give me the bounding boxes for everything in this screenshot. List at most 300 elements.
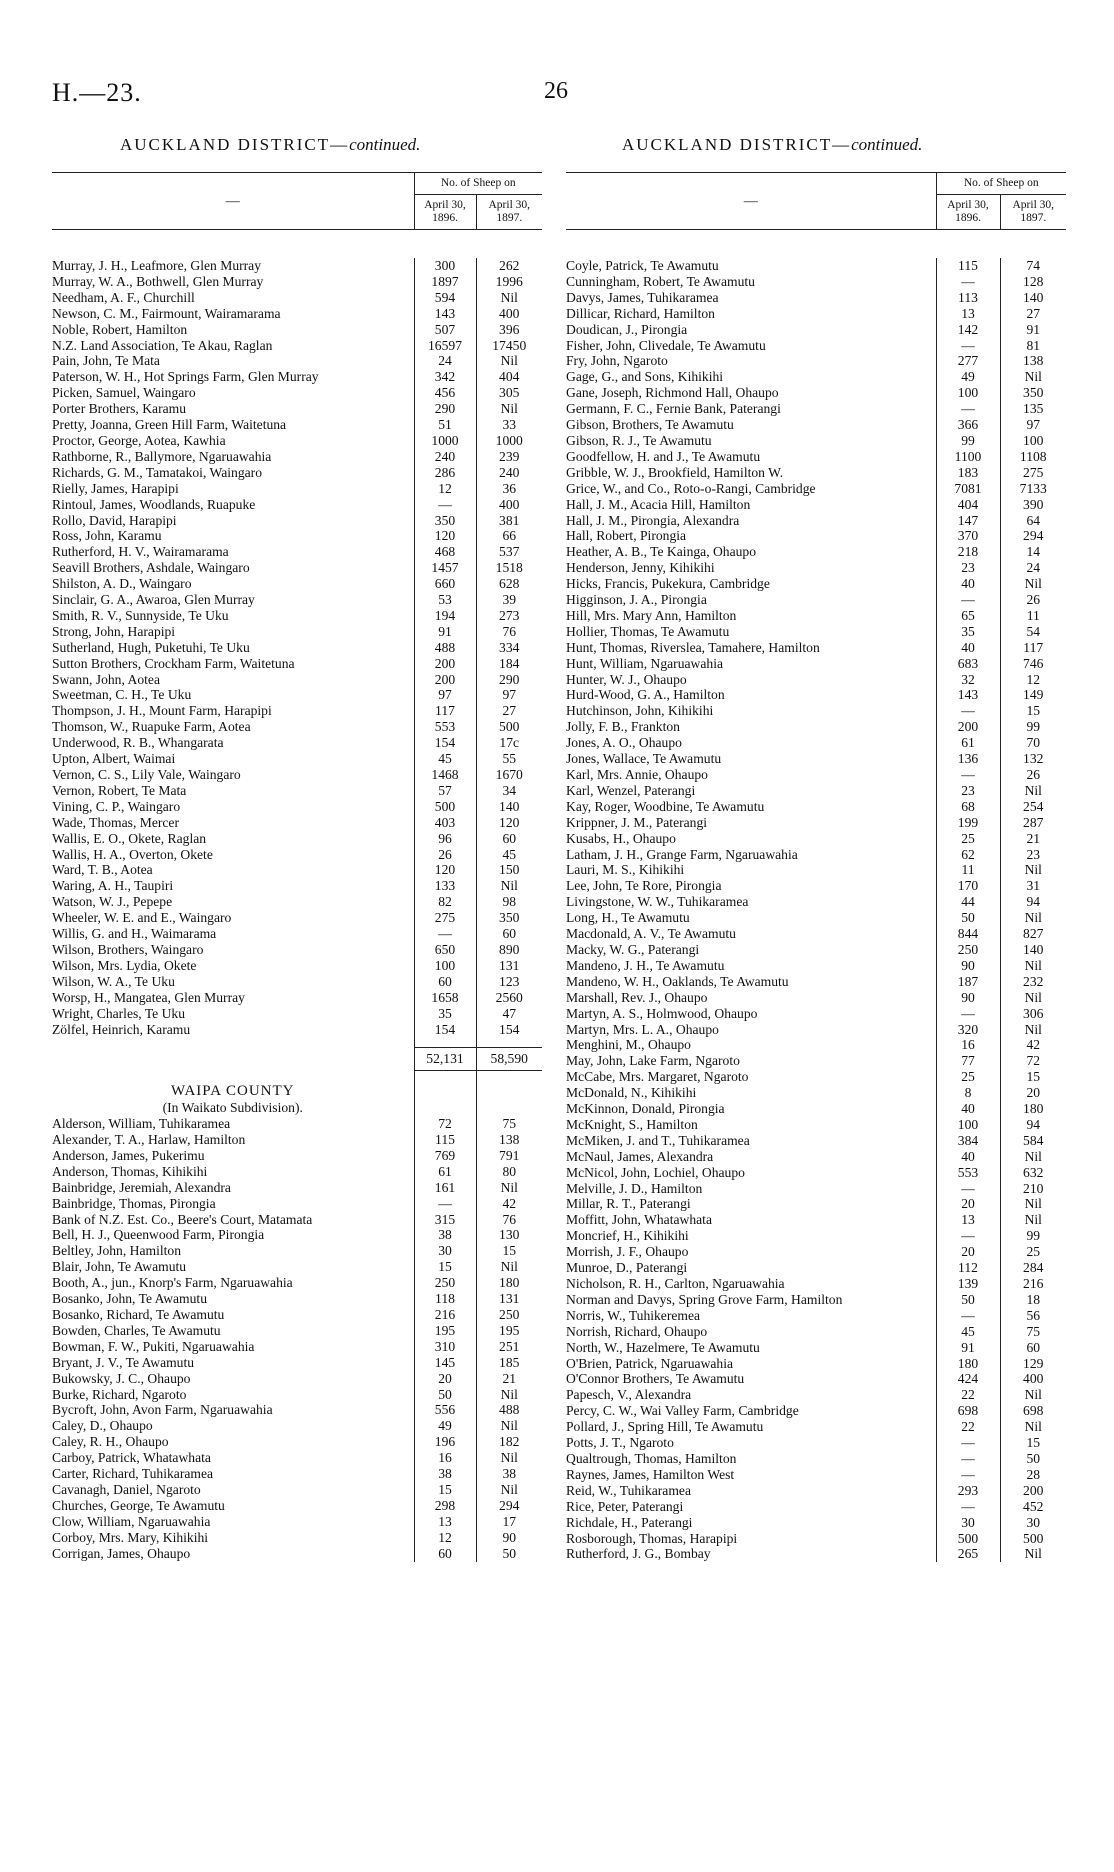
owner-name: Carter, Richard, Tuhikaramea <box>52 1466 214 1482</box>
sheep-1896: 1000 <box>414 433 476 449</box>
owner-name: Newson, C. M., Fairmount, Wairamarama <box>52 305 281 321</box>
owner-name: Reid, W., Tuhikaramea <box>566 1482 691 1498</box>
owner-name: Bainbridge, Jeremiah, Alexandra <box>52 1179 231 1195</box>
table-row <box>566 894 1066 910</box>
owner-name: Rollo, David, Harapipi <box>52 512 177 528</box>
section-subtitle: (In Waikato Subdivision). <box>162 1100 303 1116</box>
owner-name: Potts, J. T., Ngaroto <box>566 1435 674 1451</box>
sheep-1897: 128 <box>1000 274 1066 290</box>
sheep-1896: 40 <box>936 576 1000 592</box>
owner-name: Ross, John, Karamu <box>52 528 162 544</box>
sheep-1896: 120 <box>414 862 476 878</box>
sheep-1897: 210 <box>1000 1181 1066 1197</box>
sheep-1897: 21 <box>476 1371 542 1387</box>
table-row <box>566 1260 1066 1276</box>
table-row <box>566 1419 1066 1435</box>
sheep-1896: 90 <box>936 990 1000 1006</box>
sheep-1896: 50 <box>936 910 1000 926</box>
table-row <box>52 1275 542 1291</box>
table-row <box>52 1196 542 1212</box>
sheep-1897: 350 <box>476 910 542 926</box>
sheep-1896: 286 <box>414 465 476 481</box>
owner-name: Moffitt, John, Whatawhata <box>566 1212 712 1228</box>
owner-name: Millar, R. T., Paterangi <box>566 1196 691 1212</box>
sheep-1897: 138 <box>1000 353 1066 369</box>
sheep-1896: 139 <box>936 1276 1000 1292</box>
table-row <box>52 353 542 369</box>
sheep-1896: 500 <box>936 1531 1000 1547</box>
table-row <box>52 735 542 751</box>
sheep-1897: 404 <box>476 369 542 385</box>
owner-name: Hunt, William, Ngaruawahia <box>566 655 723 671</box>
sheep-1896: — <box>936 1451 1000 1467</box>
sheep-1897: 287 <box>1000 815 1066 831</box>
owner-name: Rosborough, Thomas, Harapipi <box>566 1530 738 1546</box>
table-row <box>566 497 1066 513</box>
owner-name: Waring, A. H., Taupiri <box>52 878 174 894</box>
owner-name: Caley, D., Ohaupo <box>52 1418 153 1434</box>
table-row <box>52 465 542 481</box>
table-row <box>52 624 542 640</box>
sheep-1896: 35 <box>936 624 1000 640</box>
owner-name: Martyn, A. S., Holmwood, Ohaupo <box>566 1005 758 1021</box>
table-row <box>566 576 1066 592</box>
sheep-1896: 310 <box>414 1339 476 1355</box>
owner-name: Gibson, R. J., Te Awamutu <box>566 432 712 448</box>
sheep-1897: 66 <box>476 528 542 544</box>
table-row <box>52 608 542 624</box>
sheep-1897: 38 <box>476 1466 542 1482</box>
sheep-1896: 133 <box>414 878 476 894</box>
sheep-1897: 195 <box>476 1323 542 1339</box>
owner-name: Percy, C. W., Wai Valley Farm, Cambridge <box>566 1403 799 1419</box>
sheep-1897: 239 <box>476 449 542 465</box>
sheep-1896: 40 <box>936 1149 1000 1165</box>
owner-name: Doudican, J., Pirongia <box>566 321 688 337</box>
sheep-1897: 26 <box>1000 592 1066 608</box>
sheep-1897: 791 <box>476 1148 542 1164</box>
table-row <box>566 1212 1066 1228</box>
owner-name: Norris, W., Tuhikeremea <box>566 1307 701 1323</box>
sheep-1897: Nil <box>1000 1022 1066 1038</box>
owner-name: Caley, R. H., Ohaupo <box>52 1434 169 1450</box>
sheep-1897: Nil <box>476 353 542 369</box>
owner-name: Hill, Mrs. Mary Ann, Hamilton <box>566 607 737 623</box>
table-row <box>566 624 1066 640</box>
owner-name: McMiken, J. and T., Tuhikaramea <box>566 1132 750 1148</box>
sheep-1896: 97 <box>414 687 476 703</box>
sheep-1896: 38 <box>414 1227 476 1243</box>
sheep-1897: Nil <box>476 878 542 894</box>
sheep-1896: 404 <box>936 497 1000 513</box>
sheep-1896: 16 <box>414 1450 476 1466</box>
sheep-1896: — <box>936 338 1000 354</box>
owner-name: Murray, J. H., Leafmore, Glen Murray <box>52 258 261 273</box>
owner-name: Moncrief, H., Kihikihi <box>566 1228 689 1244</box>
sheep-1896: 698 <box>936 1403 1000 1419</box>
sheep-1897: Nil <box>1000 1419 1066 1435</box>
sheep-1896: 683 <box>936 656 1000 672</box>
owner-name: Hall, J. M., Acacia Hill, Hamilton <box>566 496 751 512</box>
owner-name: Grice, W., and Co., Roto-o-Rangi, Cambridge <box>566 480 816 496</box>
table-row <box>566 528 1066 544</box>
sheep-1897: 12 <box>1000 672 1066 688</box>
right-column <box>566 172 1066 1562</box>
owner-name: Gibson, Brothers, Te Awamutu <box>566 417 734 433</box>
table-row <box>52 847 542 863</box>
sheep-1896: 115 <box>936 258 1000 274</box>
sheep-1897: 275 <box>1000 465 1066 481</box>
sheep-1896: 12 <box>414 1530 476 1546</box>
table-row <box>52 433 542 449</box>
sheep-1896: 240 <box>414 449 476 465</box>
sheep-1897: 140 <box>476 799 542 815</box>
sheep-1897: 94 <box>1000 894 1066 910</box>
sheep-1897: 74 <box>1000 258 1066 274</box>
table-row <box>566 799 1066 815</box>
sheep-1896: 40 <box>936 1101 1000 1117</box>
owner-name: Rice, Peter, Paterangi <box>566 1498 684 1514</box>
sheep-1896: 350 <box>414 513 476 529</box>
table-row <box>52 497 542 513</box>
sheep-1897: 60 <box>1000 1340 1066 1356</box>
sheep-1896: 96 <box>414 831 476 847</box>
owner-name: Bycroft, John, Avon Farm, Ngaruawahia <box>52 1402 273 1418</box>
owner-name: May, John, Lake Farm, Ngaroto <box>566 1053 740 1069</box>
right-head-1897: April 30, 1897. <box>1012 199 1055 224</box>
sheep-1897: 250 <box>476 1307 542 1323</box>
sheep-1897: 7133 <box>1000 481 1066 497</box>
table-row <box>566 687 1066 703</box>
sheep-1896: 26 <box>414 847 476 863</box>
sheep-1896: 1658 <box>414 990 476 1006</box>
sheep-1897: 273 <box>476 608 542 624</box>
sheep-1896: 57 <box>414 783 476 799</box>
sheep-1896: 488 <box>414 640 476 656</box>
table-row <box>566 862 1066 878</box>
spacer-row <box>52 1037 542 1047</box>
sheep-1897: 81 <box>1000 338 1066 354</box>
sheep-1897: 500 <box>1000 1531 1066 1547</box>
sheep-1897: 827 <box>1000 926 1066 942</box>
sheep-1897: 232 <box>1000 974 1066 990</box>
sheep-1896: 218 <box>936 544 1000 560</box>
owner-name: Sinclair, G. A., Awaroa, Glen Murray <box>52 592 255 608</box>
sheep-1897: 262 <box>476 258 542 274</box>
sheep-1896: 183 <box>936 465 1000 481</box>
table-row <box>52 910 542 926</box>
owner-name: O'Connor Brothers, Te Awamutu <box>566 1371 745 1387</box>
table-row <box>52 1116 542 1132</box>
owner-name: Papesch, V., Alexandra <box>566 1387 692 1403</box>
owner-name: Wright, Charles, Te Uku <box>52 1005 186 1021</box>
sheep-1896: 500 <box>414 799 476 815</box>
owner-name: Kay, Roger, Woodbine, Te Awamutu <box>566 798 765 814</box>
table-row <box>566 417 1066 433</box>
sheep-1896: 154 <box>414 735 476 751</box>
owner-name: Smith, R. V., Sunnyside, Te Uku <box>52 607 229 623</box>
owner-name: Munroe, D., Paterangi <box>566 1260 688 1276</box>
table-row <box>52 449 542 465</box>
table-row <box>566 1244 1066 1260</box>
left-head-group: No. of Sheep on <box>414 173 542 195</box>
table-row <box>52 1434 542 1450</box>
table-row <box>566 1037 1066 1053</box>
sheep-1897: Nil <box>1000 1546 1066 1562</box>
table-row <box>566 1117 1066 1133</box>
sheep-1897: 150 <box>476 862 542 878</box>
right-table <box>566 172 1066 1562</box>
owner-name: Latham, J. H., Grange Farm, Ngaruawahia <box>566 846 798 862</box>
owner-name: Corboy, Mrs. Mary, Kihikihi <box>52 1529 209 1545</box>
owner-name: Karl, Mrs. Annie, Ohaupo <box>566 767 708 782</box>
sheep-1896: — <box>936 1181 1000 1197</box>
sheep-1897: 140 <box>1000 942 1066 958</box>
owner-name: Bukowsky, J. C., Ohaupo <box>52 1370 191 1386</box>
table-row <box>566 1515 1066 1531</box>
owner-name: Bank of N.Z. Est. Co., Beere's Court, Matamata <box>52 1211 313 1227</box>
owner-name: Paterson, W. H., Hot Springs Farm, Glen Murray <box>52 369 319 385</box>
owner-name: Hall, J. M., Pirongia, Alexandra <box>566 512 740 528</box>
sheep-1897: 400 <box>1000 1371 1066 1387</box>
table-row <box>52 576 542 592</box>
sheep-1896: 100 <box>414 958 476 974</box>
table-row <box>566 1531 1066 1547</box>
sheep-1896: 60 <box>414 974 476 990</box>
table-row <box>566 1196 1066 1212</box>
table-row <box>566 1149 1066 1165</box>
owner-name: Bowden, Charles, Te Awamutu <box>52 1322 221 1338</box>
table-row <box>52 1291 542 1307</box>
sheep-1896: 250 <box>936 942 1000 958</box>
table-row <box>566 306 1066 322</box>
sheep-1897: 47 <box>476 1006 542 1022</box>
table-row <box>52 672 542 688</box>
owner-name: Carboy, Patrick, Whatawhata <box>52 1450 211 1466</box>
sheep-1896: 384 <box>936 1133 1000 1149</box>
page-number: 26 <box>544 78 568 104</box>
owner-name: Zölfel, Heinrich, Karamu <box>52 1021 191 1037</box>
table-row <box>52 656 542 672</box>
sheep-1896: 82 <box>414 894 476 910</box>
table-row <box>566 1340 1066 1356</box>
sheep-1896: 50 <box>414 1387 476 1403</box>
sheep-1896: 293 <box>936 1483 1000 1499</box>
sheep-1896: 45 <box>936 1324 1000 1340</box>
sheep-1897: 746 <box>1000 656 1066 672</box>
right-heading-main: AUCKLAND DISTRICT— <box>622 135 852 154</box>
table-row <box>52 322 542 338</box>
sheep-1897: 17450 <box>476 338 542 354</box>
owner-name: Seavill Brothers, Ashdale, Waingaro <box>52 560 250 576</box>
owner-name: Fry, John, Ngaroto <box>566 353 668 369</box>
table-row <box>566 322 1066 338</box>
owner-name: Noble, Robert, Hamilton <box>52 321 188 337</box>
table-row <box>566 926 1066 942</box>
table-row <box>566 1133 1066 1149</box>
sheep-1896: 200 <box>936 719 1000 735</box>
section-title: WAIPA COUNTY <box>170 1084 295 1100</box>
owner-name: Hutchinson, John, Kihikihi <box>566 703 714 719</box>
sheep-1897: Nil <box>1000 862 1066 878</box>
sheep-1896: 1468 <box>414 767 476 783</box>
sheep-1896: 315 <box>414 1212 476 1228</box>
sheep-1896: 23 <box>936 783 1000 799</box>
sheep-1896: 24 <box>414 353 476 369</box>
owner-name: Wheeler, W. E. and E., Waingaro <box>52 910 232 926</box>
sheep-1897: 1996 <box>476 274 542 290</box>
right-table-body <box>566 258 1066 1562</box>
owner-name: Underwood, R. B., Whangarata <box>52 735 224 751</box>
table-row <box>566 1499 1066 1515</box>
sheep-1897: 15 <box>1000 703 1066 719</box>
table-row <box>566 831 1066 847</box>
table-row <box>566 1435 1066 1451</box>
table-row <box>52 687 542 703</box>
table-row <box>566 274 1066 290</box>
table-row <box>52 862 542 878</box>
sheep-1897: 488 <box>476 1402 542 1418</box>
sheep-1897: 154 <box>476 1022 542 1038</box>
table-row <box>566 1356 1066 1372</box>
owner-name: McDonald, N., Kihikihi <box>566 1085 697 1101</box>
table-row <box>52 1514 542 1530</box>
owner-name: Upton, Albert, Waimai <box>52 751 176 767</box>
sheep-1897: 80 <box>476 1164 542 1180</box>
sheep-1897: 20 <box>1000 1085 1066 1101</box>
sheep-1897: 36 <box>476 481 542 497</box>
owner-name: Bainbridge, Thomas, Pirongia <box>52 1195 216 1211</box>
sheep-1897: 17c <box>476 735 542 751</box>
owner-name: Jones, A. O., Ohaupo <box>566 735 682 751</box>
sheep-1897: 130 <box>476 1227 542 1243</box>
owner-name: Hall, Robert, Pirongia <box>566 528 687 544</box>
owner-name: Anderson, Thomas, Kihikihi <box>52 1163 208 1179</box>
sheep-1896: 199 <box>936 815 1000 831</box>
table-row <box>566 656 1066 672</box>
sheep-1897: Nil <box>476 1180 542 1196</box>
owner-name: Kusabs, H., Ohaupo <box>566 830 676 846</box>
sheep-1897: 50 <box>476 1546 542 1562</box>
owner-name: Blair, John, Te Awamutu <box>52 1259 187 1275</box>
sheep-1896: 65 <box>936 608 1000 624</box>
sheep-1897: 284 <box>1000 1260 1066 1276</box>
sheep-1896: 77 <box>936 1053 1000 1069</box>
section-subtitle-row <box>52 1100 542 1116</box>
table-row <box>52 1466 542 1482</box>
sheep-1897: 254 <box>1000 799 1066 815</box>
left-table-body <box>52 258 542 1562</box>
sheep-1896: 553 <box>414 719 476 735</box>
sheep-1896: 25 <box>936 831 1000 847</box>
table-row <box>52 1227 542 1243</box>
total-1896: 52,131 <box>414 1047 476 1070</box>
owner-name: Picken, Samuel, Waingaro <box>52 385 196 401</box>
table-row <box>566 290 1066 306</box>
table-row <box>52 258 542 274</box>
owner-name: N.Z. Land Association, Te Akau, Raglan <box>52 337 273 353</box>
spacer-row <box>52 1070 542 1084</box>
sheep-1896: 456 <box>414 385 476 401</box>
sheep-1897: Nil <box>476 1259 542 1275</box>
sheep-1896: 844 <box>936 926 1000 942</box>
table-row <box>52 1132 542 1148</box>
sheep-1897: 26 <box>1000 767 1066 783</box>
owner-name: Watson, W. J., Pepepe <box>52 894 173 910</box>
sheep-1896: — <box>936 703 1000 719</box>
owner-name: Wade, Thomas, Mercer <box>52 814 179 830</box>
sheep-1896: 142 <box>936 322 1000 338</box>
owner-name: Dillicar, Richard, Hamilton <box>566 305 715 321</box>
left-district-heading <box>120 135 420 155</box>
owner-name: Gage, G., and Sons, Kihikihi <box>566 369 724 385</box>
table-row <box>566 338 1066 354</box>
sheep-1896: — <box>936 1467 1000 1483</box>
sheep-1896: 115 <box>414 1132 476 1148</box>
owner-name: Germann, F. C., Fernie Bank, Paterangi <box>566 401 781 417</box>
sheep-1896: 366 <box>936 417 1000 433</box>
owner-name: Richards, G. M., Tamatakoi, Waingaro <box>52 464 262 480</box>
owner-name: Worsp, H., Mangatea, Glen Murray <box>52 989 245 1005</box>
owner-name: Hollier, Thomas, Te Awamutu <box>566 623 730 639</box>
sheep-1897: Nil <box>1000 1212 1066 1228</box>
sheep-1896: 194 <box>414 608 476 624</box>
owner-name: Rutherford, H. V., Wairamarama <box>52 544 229 560</box>
table-row <box>52 338 542 354</box>
sheep-1896: 100 <box>936 1117 1000 1133</box>
table-row <box>52 1498 542 1514</box>
owner-name: Vernon, C. S., Lily Vale, Waingaro <box>52 767 241 782</box>
owner-name: Macky, W. G., Paterangi <box>566 941 700 957</box>
sheep-1896: 45 <box>414 751 476 767</box>
owner-name: Murray, W. A., Bothwell, Glen Murray <box>52 273 264 289</box>
sheep-1896: 22 <box>936 1419 1000 1435</box>
owner-name: McKnight, S., Hamilton <box>566 1116 698 1132</box>
table-row <box>52 481 542 497</box>
sheep-1896: — <box>936 767 1000 783</box>
sheep-1896: 7081 <box>936 481 1000 497</box>
owner-name: Porter Brothers, Karamu <box>52 401 187 417</box>
sheep-1897: 98 <box>476 894 542 910</box>
sheep-1896: 147 <box>936 513 1000 529</box>
sheep-1897: 76 <box>476 1212 542 1228</box>
sheep-1897: 182 <box>476 1434 542 1450</box>
sheep-1897: 28 <box>1000 1467 1066 1483</box>
sheep-1896: 100 <box>936 385 1000 401</box>
sheep-1896: 90 <box>936 958 1000 974</box>
sheep-1897: Nil <box>1000 369 1066 385</box>
sheep-1897: 149 <box>1000 687 1066 703</box>
sheep-1896: 594 <box>414 290 476 306</box>
sheep-1896: 143 <box>936 687 1000 703</box>
sheep-1897: Nil <box>1000 1387 1066 1403</box>
owner-name: Swann, John, Aotea <box>52 671 160 687</box>
sheep-1897: 138 <box>476 1132 542 1148</box>
sheep-1897: 216 <box>1000 1276 1066 1292</box>
sheep-1896: 216 <box>414 1307 476 1323</box>
table-row <box>566 640 1066 656</box>
sheep-1896: 44 <box>936 894 1000 910</box>
table-row <box>566 1546 1066 1562</box>
owner-name: Nicholson, R. H., Carlton, Ngaruawahia <box>566 1276 785 1291</box>
table-row <box>566 1165 1066 1181</box>
owner-name: Wallis, E. O., Okete, Raglan <box>52 830 207 846</box>
table-row <box>566 608 1066 624</box>
owner-name: Booth, A., jun., Knorp's Farm, Ngaruawahia <box>52 1275 293 1291</box>
table-row <box>52 1307 542 1323</box>
owner-name: Sutton Brothers, Crockham Farm, Waitetuna <box>52 655 295 671</box>
sheep-1897: 91 <box>1000 322 1066 338</box>
